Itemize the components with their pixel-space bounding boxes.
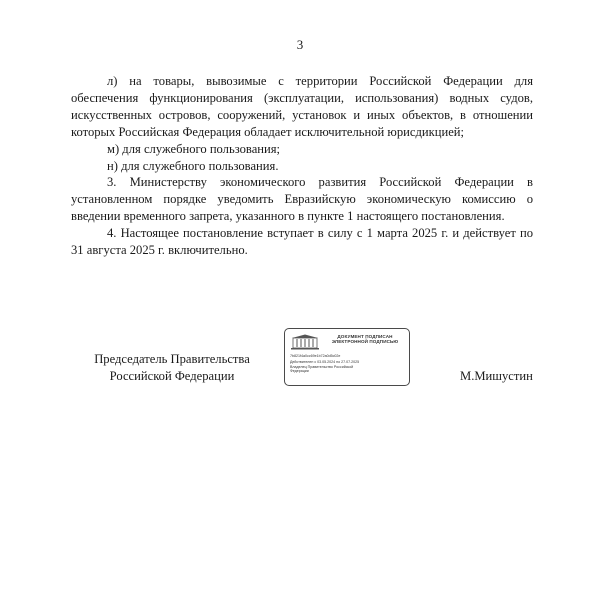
stamp-validity: Действителен с 03.05.2024 по 27.07.2025: [290, 360, 360, 364]
stamp-title: ДОКУМЕНТ ПОДПИСАН ЭЛЕКТРОННОЙ ПОДПИСЬЮ: [331, 334, 399, 345]
signatory-name: М.Мишустин: [460, 369, 533, 383]
document-body: [71, 73, 533, 259]
stamp-owner: Владелец Правительство Российской Федерации: [290, 364, 354, 373]
stamp-certificate: 7b821f4a0cc69e1b72a0d5c02e: [290, 354, 341, 358]
paragraph-clause-4: 4. Настоящее постановление вступает в силу с 1 марта 2025 г. и действует по 31 августа 2025 г. включительно.: [71, 226, 533, 258]
paragraph-item-n: н) для служебного пользования.: [107, 158, 279, 173]
electronic-signature-stamp: [284, 328, 410, 386]
signatory-position-line1: Председатель Правительства: [94, 352, 250, 366]
paragraph-item-l: л) на товары, вывозимые с территории Российской Федерации для обеспечения функционирования (эксплуатации, использования) водных судов, искусственных островов, сооружений, установок и иных объектов, в отношении которых Российская Федерация обладает исключительной юрисдикцией;: [71, 74, 533, 139]
paragraph-item-m: м) для служебного пользования;: [107, 141, 281, 156]
signatory-position: [72, 351, 272, 385]
paragraph-clause-3: 3. Министерству экономического развития Российской Федерации в установленном порядке уведомить Евразийскую экономическую комиссию о введении временного запрета, указанного в пункте 1 настоящего постановления.: [71, 175, 533, 224]
page-number: 3: [296, 37, 304, 52]
government-building-emblem-icon: [290, 334, 320, 350]
signatory-position-line2: Российской Федерации: [109, 369, 235, 383]
